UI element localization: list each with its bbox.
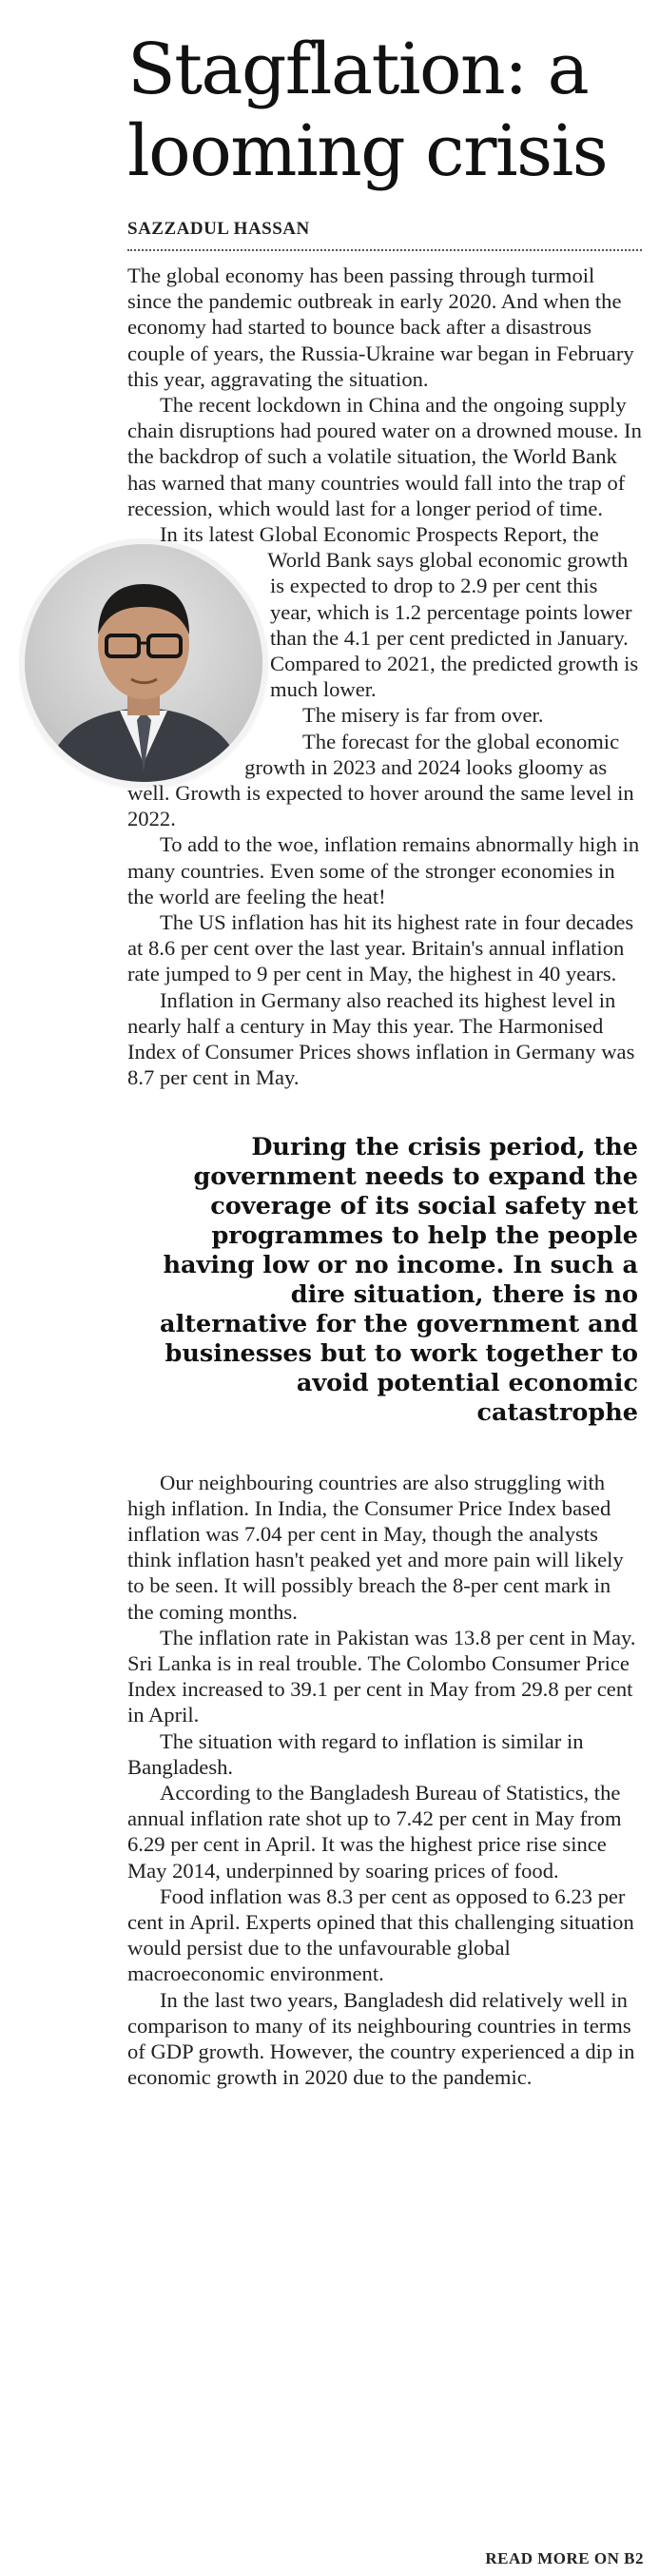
- paragraph: The situation with regard to inflation is similar in Bangladesh.: [127, 1728, 584, 1779]
- paragraph: Food inflation was 8.3 per cent as opposed to 6.23 per cent in April. Experts opined that this challenging situation would persist due to the unfavourable global macroeconomic environment.: [127, 1883, 634, 1986]
- paragraph: According to the Bangladesh Bureau of Statistics, the annual inflation rate shot up to 7.42 per cent in May from 6.29 per cent in April. It was the highest price rise since May 2014, underpinned by soaring prices of food.: [127, 1780, 622, 1883]
- headline-line-1: Stagflation: a: [127, 29, 589, 110]
- paragraph: The recent lockdown in China and the ongoing supply chain disruptions had poured water on a drowned mouse. In the backdrop of such a volatile situation, the World Bank has warned that many countries would fall into the trap of recession, which would last for a longer period of time.: [127, 393, 642, 520]
- paragraph: The forecast for the global economic growth in 2023 and 2024 looks gloomy as well. Growth is expected to hover around the same level in 2022.: [127, 729, 634, 831]
- headline: [127, 29, 642, 192]
- paragraph: The US inflation has hit its highest rate in four decades at 8.6 per cent over the last year. Britain's annual inflation rate jumped to 9 per cent in May, the highest in 40 years.: [127, 910, 634, 986]
- headline-line-2: looming crisis: [127, 110, 608, 192]
- paragraph: The inflation rate in Pakistan was 13.8 per cent in May. Sri Lanka is in real trouble. The Colombo Consumer Price Index increased to 39.1 per cent in May from 29.8 per cent in April.: [127, 1625, 636, 1727]
- paragraph: In the last two years, Bangladesh did relatively well in comparison to many of its neighbouring countries in terms of GDP growth. However, the country experienced a dip in economic growth in 2020 due to the pandemic.: [127, 1987, 635, 2090]
- paragraph: The misery is far from over.: [302, 703, 544, 728]
- article-body: [127, 263, 642, 2090]
- author-photo: [25, 544, 262, 782]
- byline: SAZZADUL HASSAN: [127, 219, 310, 239]
- paragraph: The global economy has been passing through turmoil since the pandemic outbreak in early 2020. And when the economy had started to bounce back after a disastrous couple of years, the Russia-Ukraine war began in February this year, aggravating the situation.: [127, 263, 634, 391]
- portrait-icon: [25, 544, 262, 782]
- read-more-link[interactable]: READ MORE ON B2: [485, 2549, 644, 2567]
- paragraph: Our neighbouring countries are also struggling with high inflation. In India, the Consumer Price Index based inflation was 7.04 per cent in May, though the analysts think inflation hasn't peaked yet and more pain will likely to be seen. It will possibly breach the 8-per cent mark in the coming months.: [127, 1470, 624, 1624]
- pull-quote: During the crisis period, the government needs to expand the coverage of its social safety net programmes to help the people having low or no income. In such a dire situation, there is no alternative for the government and businesses but to work together to avoid potential economic catastrophe: [160, 1132, 638, 1427]
- paragraph: In its latest Global Economic Prospects Report, the World Bank says global economic growth is expected to drop to 2.9 per cent this year, which is 1.2 percentage points lower than the 4.1 per cent predicted in January. Compared to 2021, the predicted growth is much lower.: [160, 522, 639, 702]
- byline-divider: [127, 249, 642, 251]
- paragraph: To add to the woe, inflation remains abnormally high in many countries. Even some of the stronger economies in the world are feeling the heat!: [127, 832, 640, 908]
- paragraph: Inflation in Germany also reached its highest level in nearly half a century in May this year. The Harmonised Index of Consumer Prices shows inflation in Germany was 8.7 per cent in May.: [127, 987, 635, 1090]
